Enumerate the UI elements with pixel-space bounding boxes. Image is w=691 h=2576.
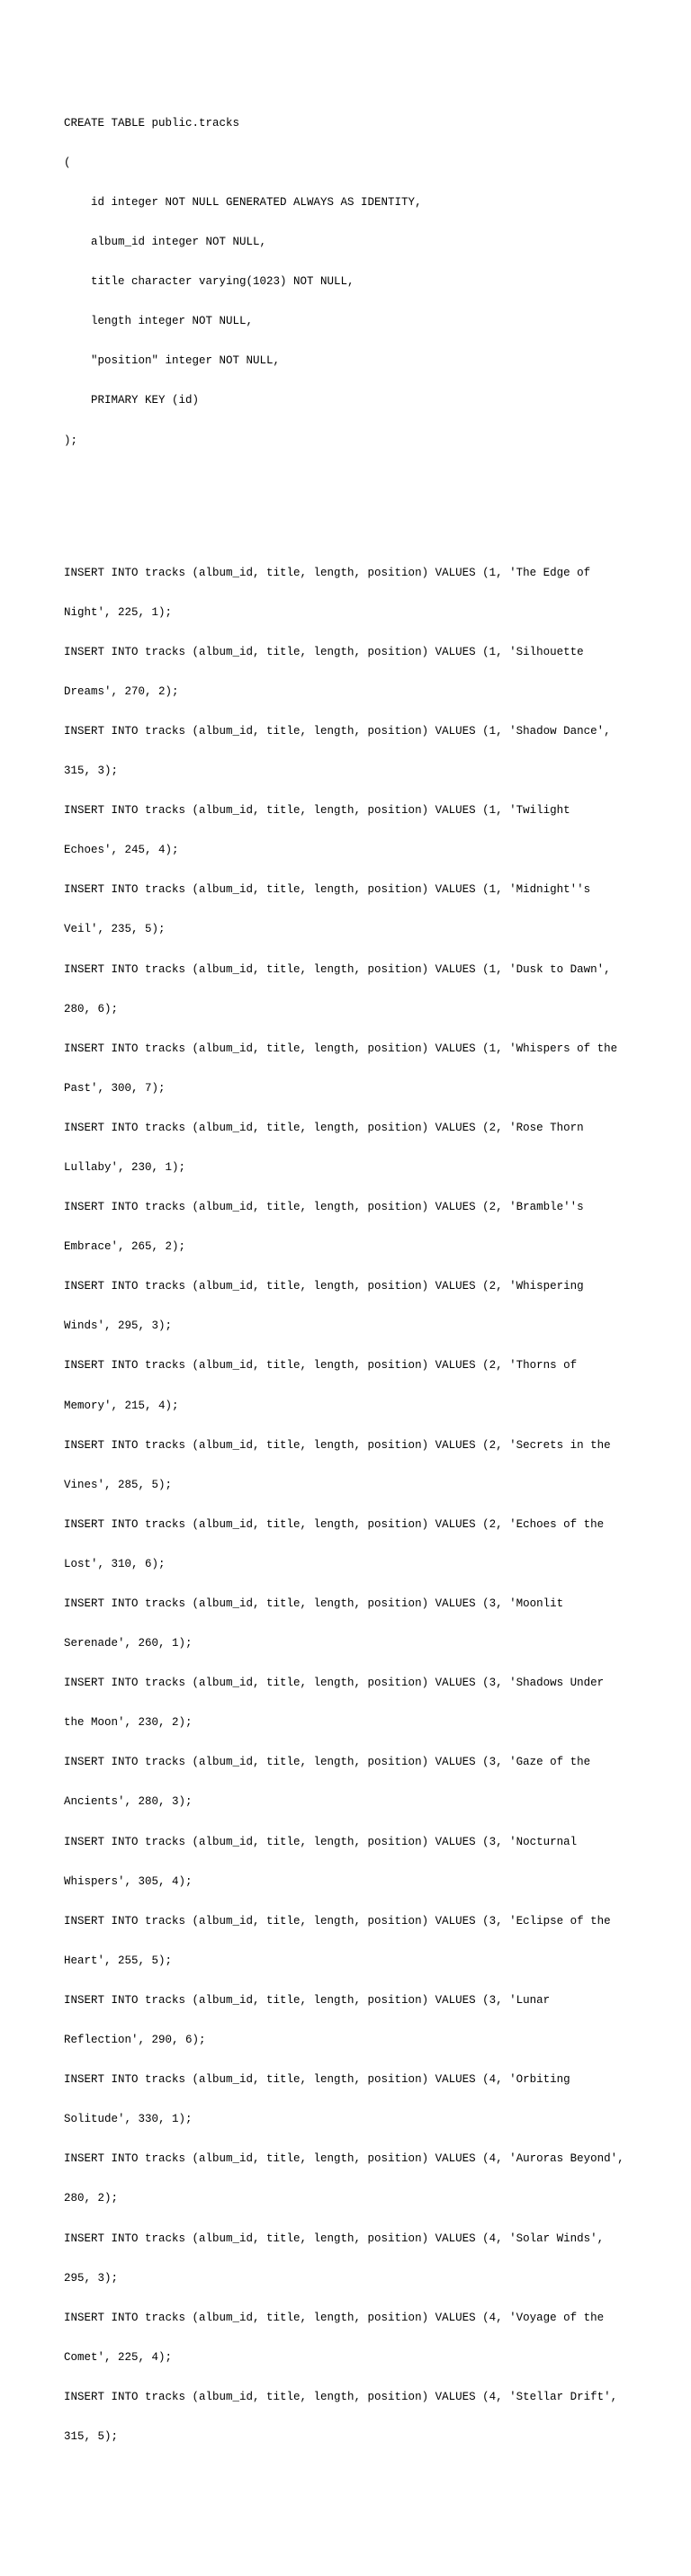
code-line: Embrace', 265, 2); <box>64 1240 186 1254</box>
sql-code-block <box>64 64 658 2576</box>
insert-statements <box>64 540 658 2549</box>
code-line: ( <box>64 156 71 169</box>
create-table-statement <box>64 90 658 473</box>
code-line <box>64 2470 658 2483</box>
blank-line <box>64 500 658 514</box>
code-line: INSERT INTO tracks (album_id, title, length, position) VALUES (1, 'Twilight <box>64 804 570 818</box>
code-line: 295, 3); <box>64 2271 119 2285</box>
code-line: INSERT INTO tracks (album_id, title, length, position) VALUES (3, 'Eclipse of the <box>64 1914 611 1928</box>
code-line: 280, 6); <box>64 1002 119 1015</box>
code-line: Lullaby', 230, 1); <box>64 1160 186 1174</box>
code-line: INSERT INTO tracks (album_id, title, length, position) VALUES (4, 'Auroras Beyond', <box>64 2152 624 2166</box>
code-line: INSERT INTO tracks (album_id, title, length, position) VALUES (1, 'Whispers of the <box>64 1042 618 1055</box>
code-line: 280, 2); <box>64 2192 119 2205</box>
code-line: 315, 3); <box>64 765 119 778</box>
code-line: INSERT INTO tracks (album_id, title, length, position) VALUES (2, 'Secrets in the <box>64 1438 611 1452</box>
code-line: INSERT INTO tracks (album_id, title, length, position) VALUES (4, 'Solar Winds', <box>64 2232 605 2245</box>
code-line: Lost', 310, 6); <box>64 1557 166 1570</box>
code-line: PRIMARY KEY (id) <box>64 394 200 407</box>
code-line: album_id integer NOT NULL, <box>64 236 267 249</box>
code-line: Memory', 215, 4); <box>64 1399 179 1412</box>
code-line: Past', 300, 7); <box>64 1081 166 1095</box>
code-line: INSERT INTO tracks (album_id, title, length, position) VALUES (1, 'Midnight''s <box>64 883 591 897</box>
code-line: Dreams', 270, 2); <box>64 684 179 698</box>
code-line: Night', 225, 1); <box>64 605 173 619</box>
code-line: length integer NOT NULL, <box>64 315 254 328</box>
code-line: Reflection', 290, 6); <box>64 2034 206 2047</box>
code-line: Ancients', 280, 3); <box>64 1795 193 1809</box>
code-line: INSERT INTO tracks (album_id, title, length, position) VALUES (4, 'Stellar Drift', <box>64 2390 618 2403</box>
code-line: Solitude', 330, 1); <box>64 2113 193 2126</box>
code-line: CREATE TABLE public.tracks <box>64 116 240 130</box>
code-line: INSERT INTO tracks (album_id, title, length, position) VALUES (1, 'Silhouette <box>64 645 584 658</box>
code-line: INSERT INTO tracks (album_id, title, length, position) VALUES (4, 'Orbiting <box>64 2073 570 2087</box>
code-line: INSERT INTO tracks (album_id, title, length, position) VALUES (1, 'Shadow Dance', <box>64 724 611 738</box>
code-line: INSERT INTO tracks (album_id, title, length, position) VALUES (3, 'Moonlit <box>64 1597 564 1610</box>
code-line: INSERT INTO tracks (album_id, title, length, position) VALUES (1, 'The Edge of <box>64 566 591 579</box>
code-line: Serenade', 260, 1); <box>64 1637 193 1650</box>
code-line: Whispers', 305, 4); <box>64 1874 193 1888</box>
code-line: Veil', 235, 5); <box>64 923 166 936</box>
code-line: INSERT INTO tracks (album_id, title, length, position) VALUES (4, 'Voyage of the <box>64 2311 605 2324</box>
code-line: INSERT INTO tracks (album_id, title, length, position) VALUES (2, 'Thorns of <box>64 1359 578 1373</box>
code-line: Comet', 225, 4); <box>64 2350 173 2364</box>
code-line: id integer NOT NULL GENERATED ALWAYS AS IDENTITY, <box>64 196 422 209</box>
code-line: Echoes', 245, 4); <box>64 844 179 857</box>
code-line: INSERT INTO tracks (album_id, title, length, position) VALUES (2, 'Whispering <box>64 1280 584 1293</box>
code-line: INSERT INTO tracks (album_id, title, length, position) VALUES (3, 'Gaze of the <box>64 1756 591 1769</box>
code-line: INSERT INTO tracks (album_id, title, length, position) VALUES (3, 'Shadows Under <box>64 1677 605 1690</box>
code-line: Winds', 295, 3); <box>64 1319 173 1333</box>
code-line: 315, 5); <box>64 2429 119 2443</box>
code-line <box>64 2509 658 2523</box>
code-line: INSERT INTO tracks (album_id, title, length, position) VALUES (2, 'Bramble''s <box>64 1201 584 1214</box>
code-line: "position" integer NOT NULL, <box>64 354 281 368</box>
code-line: INSERT INTO tracks (album_id, title, length, position) VALUES (2, 'Rose Thorn <box>64 1121 584 1134</box>
code-line: INSERT INTO tracks (album_id, title, length, position) VALUES (3, 'Lunar <box>64 1993 551 2007</box>
code-line: INSERT INTO tracks (album_id, title, length, position) VALUES (2, 'Echoes of the <box>64 1517 605 1531</box>
code-line: title character varying(1023) NOT NULL, <box>64 275 354 289</box>
code-line: INSERT INTO tracks (album_id, title, length, position) VALUES (1, 'Dusk to Dawn', <box>64 962 611 976</box>
code-line: INSERT INTO tracks (album_id, title, length, position) VALUES (3, 'Nocturnal <box>64 1835 578 1848</box>
document-page <box>64 64 658 2576</box>
code-line: Heart', 255, 5); <box>64 1954 173 1967</box>
code-line: ); <box>64 434 78 447</box>
code-line: Vines', 285, 5); <box>64 1478 173 1491</box>
code-line: the Moon', 230, 2); <box>64 1716 193 1730</box>
